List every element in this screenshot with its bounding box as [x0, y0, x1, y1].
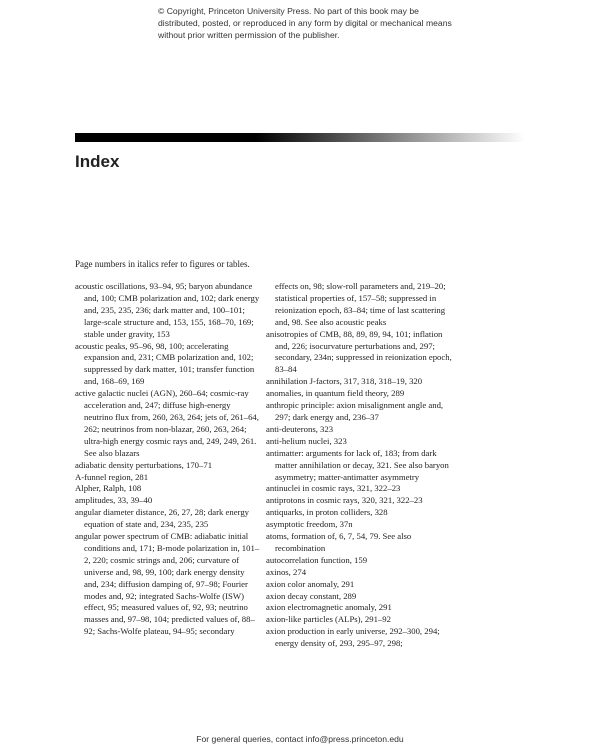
- index-entry: autocorrelation function, 159: [266, 554, 368, 565]
- index-entry: axion decay constant, 289: [266, 590, 357, 601]
- index-entry: antinuclei in cosmic rays, 321, 322–23: [266, 483, 401, 494]
- index-entry: amplitudes, 33, 39–40: [75, 495, 153, 506]
- index-entry: antiquarks, in proton colliders, 328: [266, 507, 388, 518]
- index-entry: adiabatic density perturbations, 170–71: [75, 459, 213, 470]
- index-entry: anthropic principle: axion misalignment angle and, 297; dark energy and, 236–37: [266, 400, 444, 422]
- index-entry: axion color anomaly, 291: [266, 578, 355, 589]
- index-entry: acoustic peaks, 95–96, 98, 100; accelerating expansion and, 231; CMB polarization and, 102; suppressed by dark matter, 101; transfer function and, 168–69, 169: [75, 340, 255, 387]
- index-entry: anisotropies of CMB, 88, 89, 89, 94, 101; inflation and, 226; isocurvature perturbations and, 297; secondary, 234n; suppressed in reionization epoch, 83–84: [266, 328, 452, 375]
- index-entry: axion electromagnetic anomaly, 291: [266, 602, 392, 613]
- index-entry: asymptotic freedom, 37n: [266, 519, 353, 530]
- index-entry: axion-like particles (ALPs), 291–92: [266, 614, 391, 625]
- index-entry-continued: effects on, 98; slow-roll parameters and, 219–20; statistical properties of, 157–58; suppressed in reionization epoch, 83–84; time of last scattering and, 98. See also acoustic peaks: [275, 281, 446, 327]
- index-entry: antimatter: arguments for lack of, 183; from dark matter annihilation or decay, 321. See also baryon asymmetry; matter-antimatter asymmetry: [266, 447, 449, 482]
- index-entry: Alpher, Ralph, 108: [75, 483, 142, 494]
- index-entry: anti-deuterons, 323: [266, 423, 334, 434]
- index-column-right: [266, 281, 458, 650]
- index-note: Page numbers in italics refer to figures or tables.: [75, 259, 250, 269]
- index-entry: anti-helium nuclei, 323: [266, 435, 347, 446]
- header-gradient-rule: [75, 133, 525, 142]
- index-entry: annihilation J-factors, 317, 318, 318–19, 320: [266, 376, 423, 387]
- index-entry: anomalies, in quantum field theory, 289: [266, 388, 405, 399]
- index-entry: antiprotons in cosmic rays, 320, 321, 322–23: [266, 495, 423, 506]
- index-entry: active galactic nuclei (AGN), 260–64; cosmic-ray acceleration and, 247; diffuse high-energy neutrino flux from, 260, 263, 264; jets of, 261–64, 262; neutrinos from non-blazar, 260, 263, 264; ultra-high energy cosmic rays and, 249, 249, 261. See also blazars: [75, 388, 259, 458]
- index-column-left: [75, 281, 260, 638]
- index-entry: acoustic oscillations, 93–94, 95; baryon abundance and, 100; CMB polarization and, 102; dark energy and, 235, 235, 236; dark matter and, 100–101; large-scale structure and, 153, 155, 168–70, 169; stable under gravity, 153: [75, 281, 260, 339]
- index-entry: angular power spectrum of CMB: adiabatic initial conditions and, 171; B-mode polarization in, 101–2, 220; cosmic strings and, 206; curvature of universe and, 98, 99, 100; dark energy density and, 234; diffusion damping of, 97–98; Fourier modes and, 92; integrated Sachs-Wolfe (ISW) effect, 95; measured values of, 92, 93; neutrino masses and, 97–98, 104; predicted values of, 88–92; Sachs-Wolfe plateau, 94–95; secondary: [75, 531, 260, 637]
- copyright-notice: © Copyright, Princeton University Press. No part of this book may be distributed, posted, or reproduced in any form by digital or mechanical means without prior written permission of the publisher.: [158, 6, 452, 40]
- index-entry: A-funnel region, 281: [75, 471, 149, 482]
- index-entry: axion production in early universe, 292–300, 294; energy density of, 293, 295–97, 298;: [266, 626, 440, 649]
- index-entry: atoms, formation of, 6, 7, 54, 79. See also recombination: [266, 531, 412, 553]
- index-entry: angular diameter distance, 26, 27, 28; dark energy equation of state and, 234, 235, 235: [75, 507, 250, 530]
- index-entry: axinos, 274: [266, 566, 307, 577]
- page-title: Index: [75, 152, 120, 171]
- footer-contact: For general queries, contact info@press.princeton.edu: [196, 734, 404, 744]
